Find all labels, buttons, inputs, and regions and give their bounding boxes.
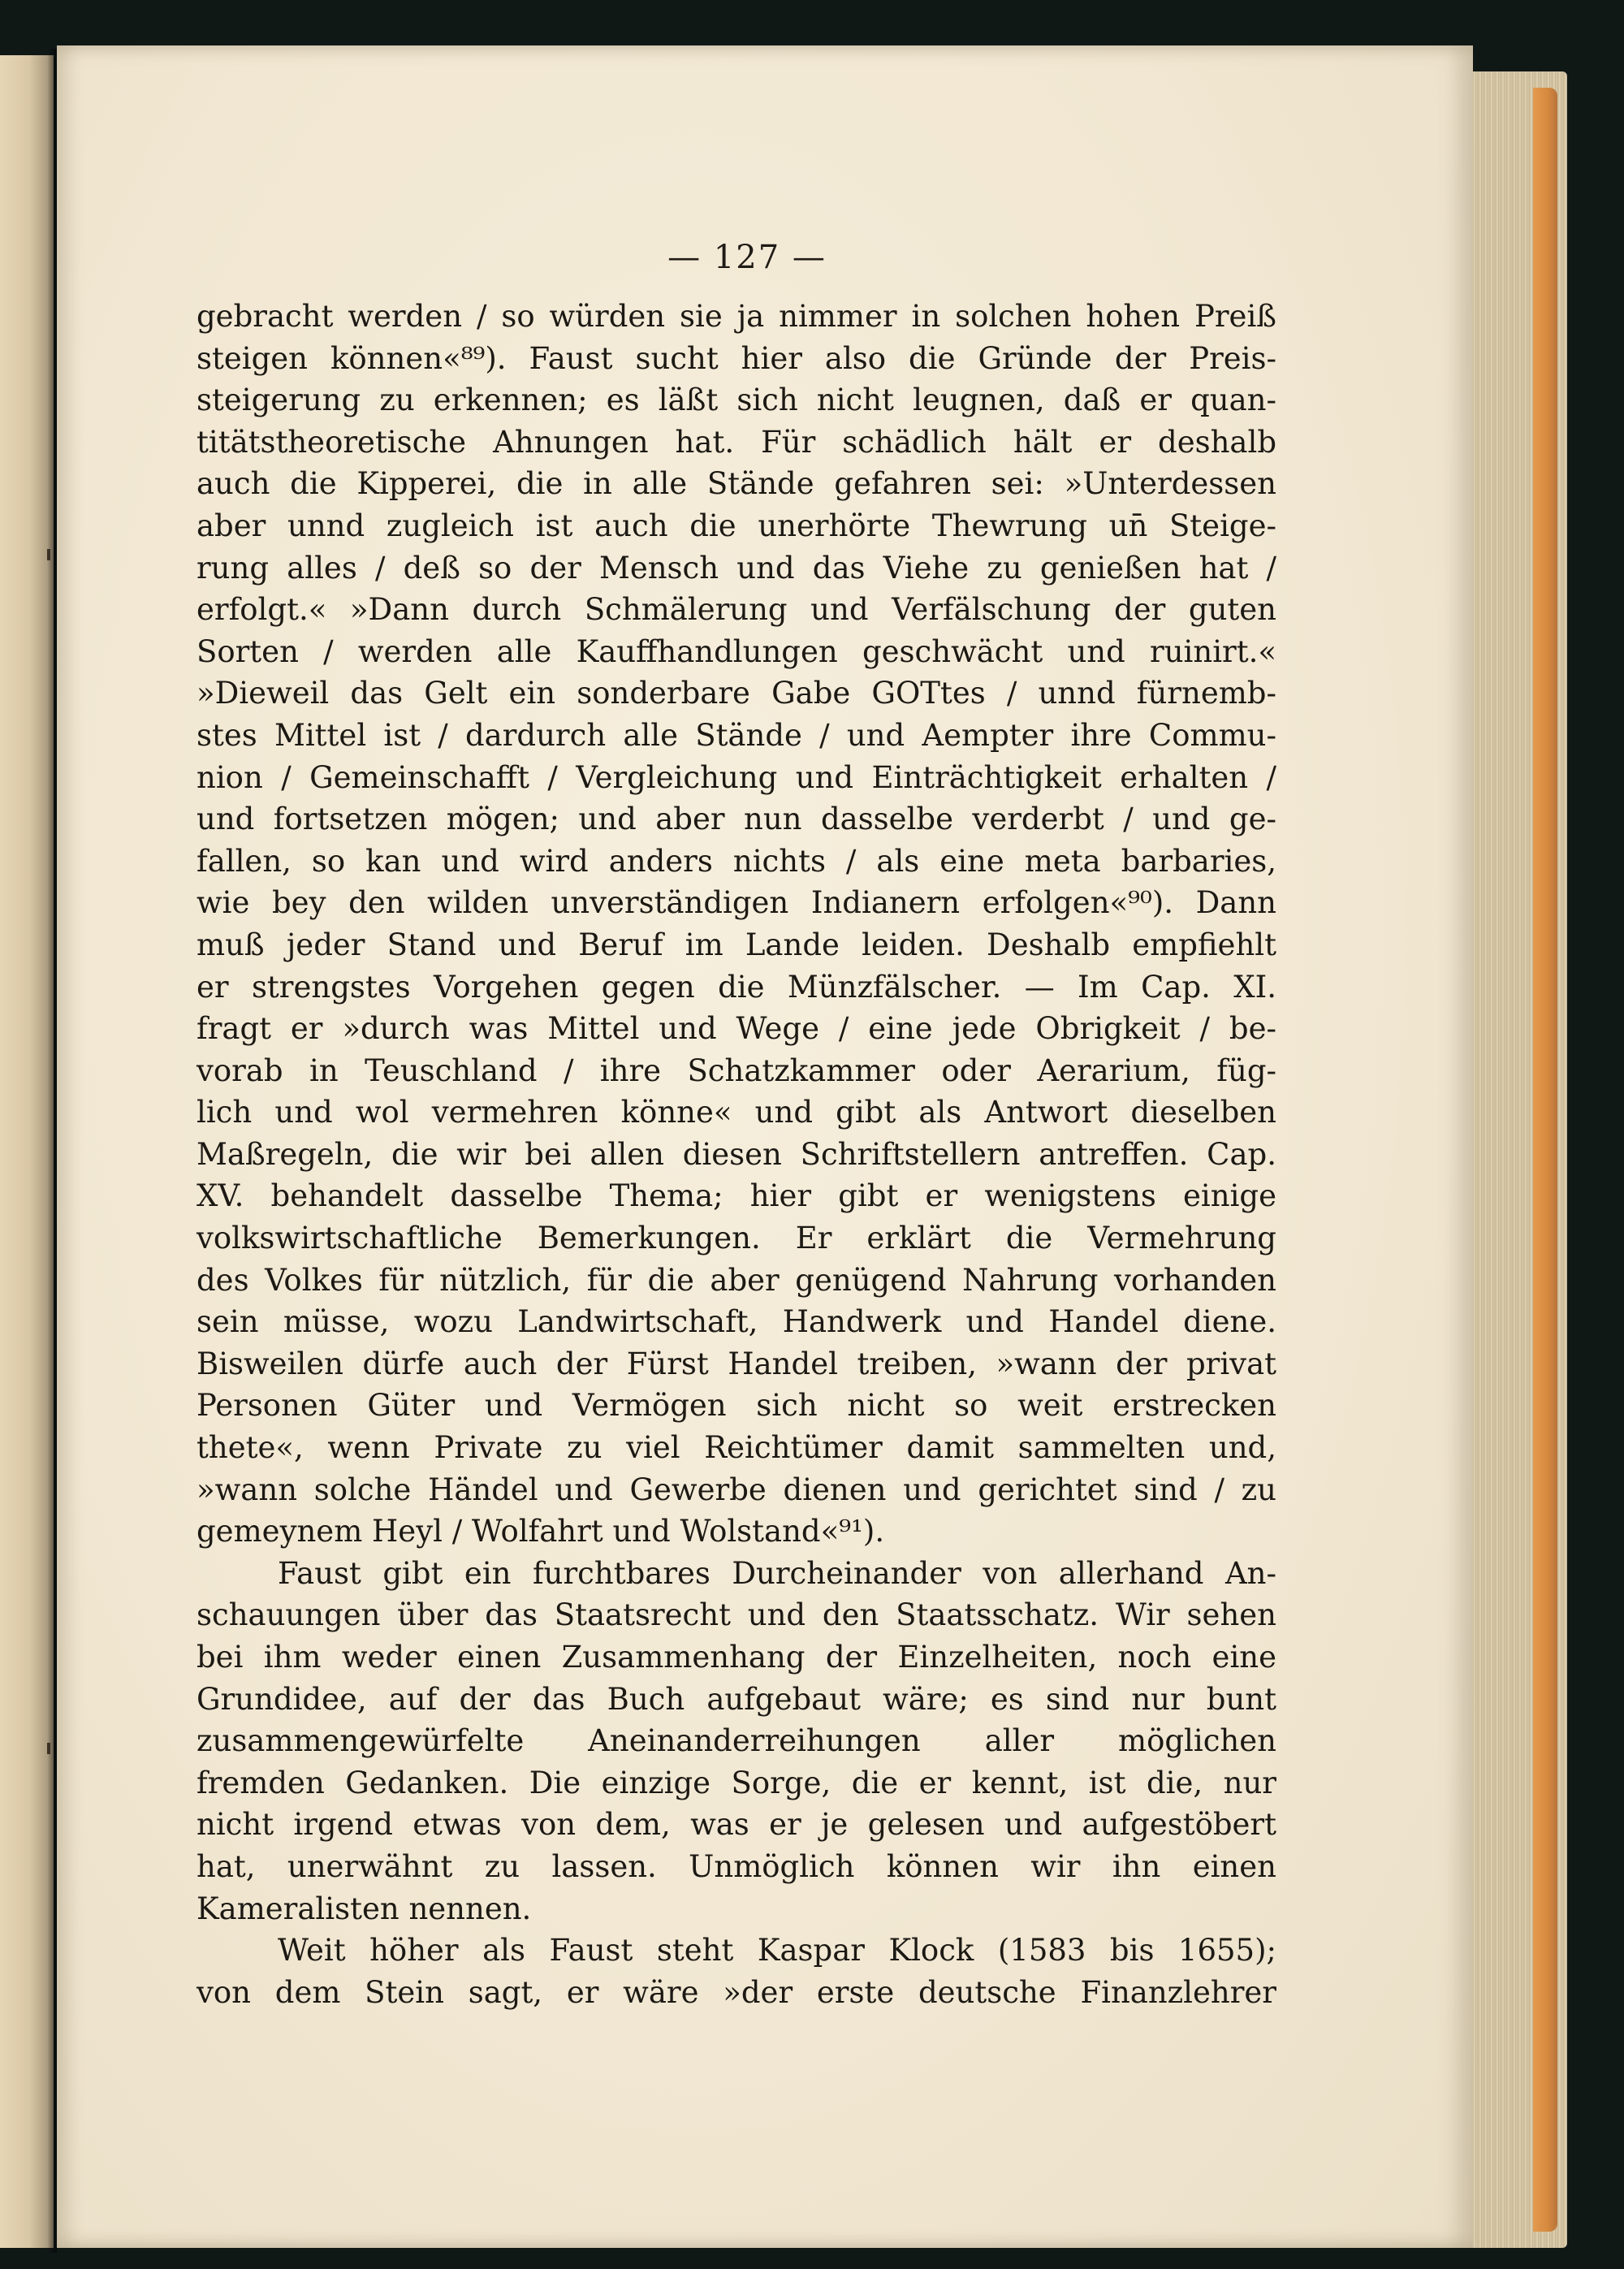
text-line: auch die Kipperei, die in alle Stände gefahren sei: »Unterdessen (197, 466, 1276, 502)
text-line: Faust gibt ein furchtbares Durcheinander von allerhand An- (278, 1555, 1276, 1591)
text-line: volkswirtschaftliche Bemerkungen. Er erklärt die Vermehrung (197, 1221, 1276, 1256)
text-line: Maßregeln, die wir bei allen diesen Schriftstellern antreffen. Cap. (197, 1136, 1276, 1172)
text-line: aber unnd zugleich ist auch die unerhörte Thewrung un̄ Steige- (197, 508, 1276, 543)
body-text (197, 296, 1276, 2013)
page-number: — 127 — (667, 239, 827, 276)
text-line: lich und wol vermehren könne« und gibt als Antwort dieselben (197, 1095, 1276, 1130)
text-line: sein müsse, wozu Landwirtschaft, Handwerk und Handel diene. (197, 1304, 1276, 1340)
text-line: Grundidee, auf der das Buch aufgebaut wäre; es sind nur bunt (197, 1681, 1276, 1717)
text-line: zusammengewürfelte Aneinanderreihungen aller möglichen (197, 1723, 1276, 1759)
text-line: thete«, wenn Private zu viel Reichtümer damit sammelten und, (197, 1430, 1276, 1466)
text-line: er strengstes Vorgehen gegen die Münzfälscher. — Im Cap. XI. (197, 969, 1276, 1005)
text-line: fremden Gedanken. Die einzige Sorge, die er kennt, ist die, nur (197, 1765, 1276, 1800)
text-line: des Volkes für nützlich, für die aber genügend Nahrung vorhanden (197, 1262, 1276, 1298)
text-line: erfolgt.« »Dann durch Schmälerung und Verfälschung der guten (197, 592, 1276, 628)
text-line: steigen können«⁸⁹). Faust sucht hier also die Gründe der Preis- (197, 340, 1276, 376)
text-line: fragt er »durch was Mittel und Wege / eine jede Obrigkeit / be- (197, 1011, 1276, 1047)
text-line: gemeynem Heyl / Wolfahrt und Wolstand«⁹¹). (197, 1514, 885, 1549)
text-line: fallen, so kan und wird anders nichts / als eine meta barbaries, (197, 843, 1276, 879)
left-page-edge (0, 55, 54, 2248)
book-page (57, 45, 1473, 2248)
text-line: stes Mittel ist / dardurch alle Stände / und Aempter ihre Commu- (197, 717, 1276, 753)
text-line: rung alles / deß so der Mensch und das Viehe zu genießen hat / (197, 550, 1276, 586)
text-line: bei ihm weder einen Zusammenhang der Einzelheiten, noch eine (197, 1640, 1276, 1675)
colored-page-edge (1533, 88, 1557, 2232)
text-line: Sorten / werden alle Kauffhandlungen geschwächt und ruinirt.« (197, 633, 1276, 669)
text-line: Weit höher als Faust steht Kaspar Klock (1583 bis 1655); (278, 1933, 1276, 1969)
text-line: »wann solche Händel und Gewerbe dienen und gerichtet sind / zu (197, 1472, 1276, 1507)
text-line: wie bey den wilden unverständigen Indianern erfolgen«⁹⁰). Dann (197, 885, 1276, 921)
margin-mark (47, 549, 50, 560)
text-line: und fortsetzen mögen; und aber nun dasselbe verderbt / und ge- (197, 802, 1276, 837)
text-line: gebracht werden / so würden sie ja nimmer in solchen hohen Preiß (197, 299, 1276, 334)
text-line: muß jeder Stand und Beruf im Lande leiden. Deshalb empfiehlt (197, 927, 1276, 962)
text-line: nicht irgend etwas von dem, was er je gelesen und aufgestöbert (197, 1807, 1276, 1843)
text-line: Kameralisten nennen. (197, 1891, 532, 1926)
book-gutter-shadow (47, 49, 57, 2253)
text-line: nion / Gemeinschafft / Vergleichung und Einträchtigkeit erhalten / (197, 759, 1276, 795)
text-line: XV. behandelt dasselbe Thema; hier gibt er wenigstens einige (197, 1178, 1276, 1214)
text-line: steigerung zu erkennen; es läßt sich nicht leugnen, daß er quan- (197, 382, 1276, 418)
text-line: Bisweilen dürfe auch der Fürst Handel treiben, »wann der privat (197, 1346, 1276, 1381)
text-line: von dem Stein sagt, er wäre »der erste deutsche Finanzlehrer (197, 1974, 1276, 2010)
margin-mark (47, 1743, 50, 1754)
text-line: »Dieweil das Gelt ein sonderbare Gabe GOTtes / unnd fürnemb- (197, 676, 1276, 711)
text-line: Personen Güter und Vermögen sich nicht so weit erstrecken (197, 1388, 1276, 1424)
text-line: schauungen über das Staatsrecht und den Staatsschatz. Wir sehen (197, 1597, 1276, 1633)
text-line: titätstheoretische Ahnungen hat. Für schädlich hält er deshalb (197, 424, 1276, 460)
text-line: hat, unerwähnt zu lassen. Unmöglich können wir ihn einen (197, 1848, 1276, 1884)
text-line: vorab in Teuschland / ihre Schatzkammer oder Aerarium, füg- (197, 1052, 1276, 1088)
